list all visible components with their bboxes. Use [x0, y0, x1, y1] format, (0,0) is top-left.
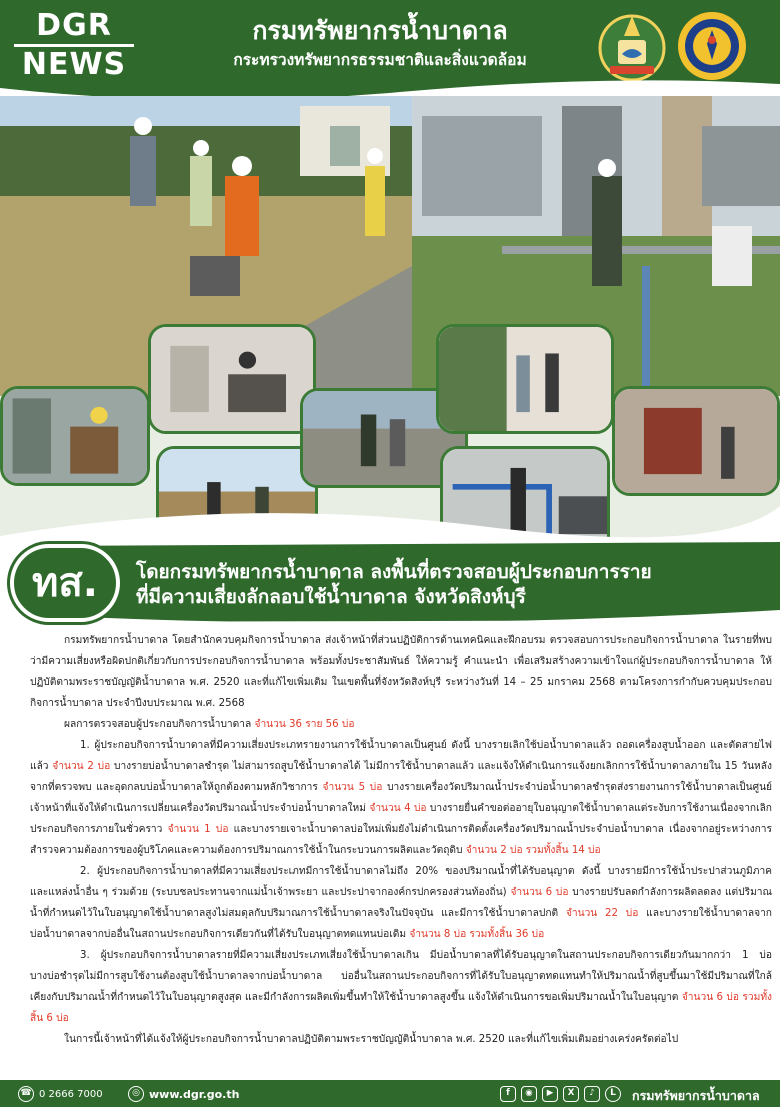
article-body	[30, 630, 772, 1050]
item2-text-b: บางรายปรับลดกำลังการผลิตลดลง แต่ปริมาณน้ำที่กำหนดไว้ในใบอนุญาตใช้น้ำบาดาลสูงไม่สมดุลกับปริมาณการใช้น้ำบาดาลจริงในปัจจุบัน และมีการใช้น้ำบาดาลปกติ	[30, 887, 772, 919]
photo-pipe-inspection	[148, 324, 316, 434]
instagram-icon[interactable]: ◉	[521, 1086, 537, 1102]
summary-text: ผลการตรวจสอบผู้ประกอบกิจการน้ำบาดาล	[64, 719, 255, 730]
item1-text-a: 1. ผู้ประกอบกิจการน้ำบาดาลที่มีความเสี่ยงประเภทรายงานการใช้น้ำบาดาลเป็นศูนย์ ดังนี้ บางรายเลิกใช้บ่อน้ำบาดาลแล้ว ถอดเครื่องสูบน้ำออก และตัดสายไฟแล้ว	[30, 740, 772, 772]
item1-count-b: จำนวน 5 บ่อ	[322, 782, 383, 793]
phone-icon: ☎	[18, 1086, 34, 1102]
item1-count-a: จำนวน 2 บ่อ	[52, 761, 111, 772]
item2-count-b: จำนวน 22 บ่อ	[565, 908, 639, 919]
item2-total: จำนวน 8 บ่อ รวมทั้งสิ้น 36 บ่อ	[409, 929, 545, 940]
headline-band	[0, 536, 780, 626]
item2-text-c: และบางรายใช้น้ำบาดาลจากบ่อน้ำบาดาลจากบ่ออื่นในสถานประกอบกิจการเดียวกันที่ได้รับใบอนุญาตทดแทนบ่อเดิม	[30, 908, 772, 940]
facebook-icon[interactable]: f	[500, 1086, 516, 1102]
footer-website[interactable]	[128, 1086, 239, 1102]
globe-icon: ◎	[128, 1086, 144, 1102]
item1-text-c: บางรายเครื่องวัดปริมาณน้ำประจำบ่อน้ำบาดาลชำรุดส่งรายงานการใช้น้ำบาดาลเป็นศูนย์ เจ้าหน้าที่แจ้งให้ดำเนินการเปลี่ยนเครื่องวัดปริมาณน้ำประจำบ่อน้ำบาดาลใหม่	[30, 782, 773, 814]
item1-total: จำนวน 2 บ่อ รวมทั้งสิ้น 14 บ่อ	[465, 845, 601, 856]
summary-count: จำนวน 36 ราย 56 บ่อ	[254, 719, 355, 730]
article-item-3	[30, 945, 772, 1029]
photo-well-pump-1	[0, 386, 150, 486]
headline-title	[136, 560, 756, 610]
page-header	[0, 0, 780, 100]
ministry-badge: ทส.	[10, 544, 120, 622]
item3-text: 3. ผู้ประกอบกิจการน้ำบาดาลรายที่มีความเสี่ยงประเภทเสี่ยงใช้น้ำบาดาลเกิน มีบ่อน้ำบาดาลที่ได้รับอนุญาตในสถานประกอบกิจการเดียวกันมากกว่า 1 บ่อ บางบ่อชำรุดไม่มีการสูบใช้งานต้องสูบใช้น้ำบาดาลจากบ่อน้ำบาดาล บ่ออื่นในสถานประกอบกิจการที่ได้รับใบอนุญาตทดแทนทำให้ปริมาณน้ำที่สูบขึ้นมาใช้มีปริมาณที่ใกล้เคียงกับปริมาณน้ำที่กำหนดไว้ในใบอนุญาตสูงสุด และมีกำลังการผลิตเพิ่มขึ้นทำให้ใช้น้ำบาดาลสูงขึ้น แจ้งให้ดำเนินการขอเพิ่มปริมาณน้ำในใบอนุญาต	[30, 950, 772, 1003]
article-intro-paragraph: กรมทรัพยากรน้ำบาดาล โดยสำนักควบคุมกิจการน้ำบาดาล ส่งเจ้าหน้าที่ส่วนปฏิบัติการด้านเทคนิคและฝึกอบรม ตรวจสอบการประกอบกิจการน้ำบาดาล ในรายที่พบว่ามีความเสี่ยงหรือผิดปกติเกี่ยวกับการประกอบกิจการน้ำบาดาล พร้อมทั้งประชาสัมพันธ์ ให้ความรู้ คำแนะนำ เพื่อเสริมสร้างความเข้าใจแก่ผู้ประกอบกิจการน้ำบาดาล ให้ปฏิบัติตามพระราชบัญญัติน้ำบาดาล พ.ศ. 2520 และที่แก้ไขเพิ่มเติม ในเขตพื้นที่จังหวัดสิงห์บุรี ระหว่างวันที่ 14 – 25 มกราคม 2568 ตามโครงการกำกับควบคุมประกอบกิจการน้ำบาดาล ประจำปีงบประมาณ พ.ศ. 2568	[30, 635, 772, 709]
brand-line-1: DGR	[36, 8, 112, 43]
youtube-icon[interactable]: ▶	[542, 1086, 558, 1102]
brand-line-2: NEWS	[14, 44, 134, 83]
item1-text-d: บางรายยื่นคำขอต่ออายุใบอนุญาตใช้น้ำบาดาลแต่ระงับการใช้งานเนื่องจากเลิกประกอบกิจการภายในชั่วคราว	[30, 803, 772, 835]
article-closing-paragraph: ในการนี้เจ้าหน้าที่ได้แจ้งให้ผู้ประกอบกิจการน้ำบาดาลปฏิบัติตามพระราชบัญญัติน้ำบาดาล พ.ศ. 2520 และที่แก้ไขเพิ่มเติมอย่างเคร่งครัดต่อไป	[64, 1034, 679, 1045]
article-item-2	[30, 861, 772, 945]
footer-department	[632, 1086, 760, 1106]
article-item-1	[30, 735, 772, 861]
item1-count-d: จำนวน 1 บ่อ	[167, 824, 229, 835]
page-footer	[0, 1080, 780, 1107]
department-title: กรมทรัพยากรน้ำบาดาล	[252, 16, 508, 45]
item2-count-a: จำนวน 6 บ่อ	[510, 887, 569, 898]
item1-text-b: บางรายบ่อน้ำบาดาลชำรุด ไม่สามารถสูบใช้น้ำบาดาลได้ ไม่มีการใช้น้ำบาดาลแล้ว และแจ้งให้ดำเนินการแจ้งยกเลิกการใช้น้ำบาดาลภายใน 15 วันหลังจากที่ตรวจพบ และอุดกลบบ่อน้ำบาดาลให้ถูกต้องตามหลักวิชาการ	[30, 761, 772, 793]
footer-social	[500, 1086, 621, 1102]
x-icon[interactable]: X	[563, 1086, 579, 1102]
item3-total: จำนวน 6 บ่อ รวมทั้งสิ้น 6 บ่อ	[30, 992, 773, 1024]
website-link[interactable]: www.dgr.go.th	[149, 1087, 240, 1101]
header-title-block	[170, 14, 590, 72]
ministry-subtitle: กระทรวงทรัพยากรธรรมชาติและสิ่งแวดล้อม	[233, 51, 527, 69]
footer-phone	[18, 1086, 103, 1102]
headline-line-2: ที่มีความเสี่ยงลักลอบใช้น้ำบาดาล จังหวัดสิงห์บุรี	[136, 586, 526, 608]
headline-line-1: โดยกรมทรัพยากรน้ำบาดาล ลงพื้นที่ตรวจสอบผู้ประกอบการราย	[136, 561, 652, 583]
footer-department-name: กรมทรัพยากรน้ำบาดาล	[632, 1088, 760, 1103]
item2-text-a: 2. ผู้ประกอบกิจการน้ำบาดาลที่มีความเสี่ยงประเภทมีการใช้น้ำบาดาลไม่ถึง 20% ของปริมาณน้ำที่ได้รับอนุญาต ดังนี้ บางรายมีการใช้น้ำประปาส่วนภูมิภาค และแหล่งน้ำอื่น ๆ ร่วมด้วย (ระบบชลประทานจากแม่น้ำเจ้าพระยา และประปาจากองค์กรปกครองส่วนท้องถิ่น)	[30, 866, 772, 898]
tiktok-icon[interactable]: ♪	[584, 1086, 600, 1102]
photo-building-visit	[436, 324, 614, 434]
line-icon[interactable]: L	[605, 1086, 621, 1102]
phone-number: 0 2666 7000	[39, 1088, 103, 1100]
photo-collage	[0, 96, 780, 556]
article-summary-paragraph	[30, 714, 772, 735]
item1-count-c: จำนวน 4 บ่อ	[369, 803, 427, 814]
item1-text-e: และบางรายเจาะน้ำบาดาลบ่อใหม่เพิ่มยังไม่ดำเนินการติดตั้งเครื่องวัดปริมาณน้ำประจำบ่อน้ำบาดาล เนื่องจากอยู่ระหว่างการสำรวจความต้องการของผู้บริโภคและความต้องการปริมาณการใช้น้ำในกระบวนการผลิตและวัตถุดิบ	[30, 824, 772, 856]
